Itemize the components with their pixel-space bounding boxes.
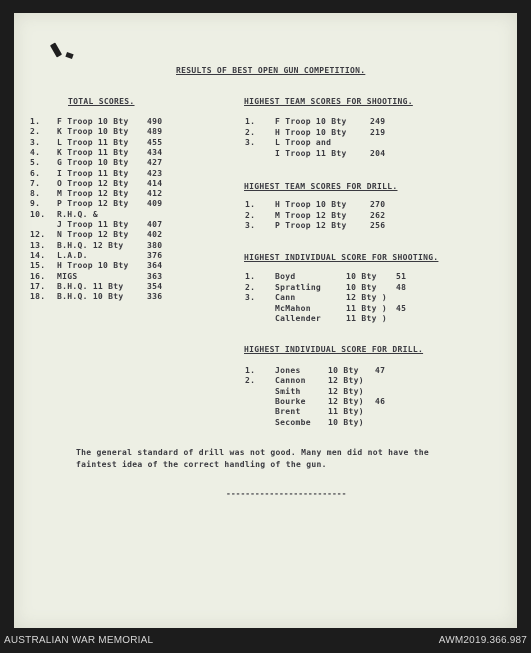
row-number: 3.: [30, 137, 41, 147]
person-name: Boyd: [275, 272, 296, 281]
score-value: 455: [147, 137, 163, 147]
unit-name: MIGS: [57, 271, 78, 281]
score-value: 45: [396, 303, 407, 313]
divider-line: -------------------------: [226, 489, 347, 498]
battery-label: 10 Bty: [328, 366, 359, 375]
battery-label: 12 Bty): [328, 376, 364, 386]
row-number: 2.: [245, 376, 256, 386]
row-number: 10.: [30, 209, 46, 219]
score-value: 402: [147, 230, 163, 240]
unit-name: O Troop 12 Bty: [57, 178, 129, 188]
team-shooting-heading: HIGHEST TEAM SCORES FOR SHOOTING.: [244, 97, 413, 106]
battery-label: 11 Bty ): [346, 303, 387, 313]
score-value: 414: [147, 178, 163, 188]
score-value: 409: [147, 199, 163, 209]
row-number: 1.: [245, 272, 256, 281]
score-value: 489: [147, 127, 163, 137]
row-number: 13.: [30, 240, 46, 250]
unit-name: N Troop 12 Bty: [57, 230, 129, 240]
unit-name: B.H.Q. 12 Bty: [57, 240, 124, 250]
unit-name: B.H.Q. 11 Bty: [57, 281, 124, 291]
total-scores-heading: TOTAL SCORES.: [68, 97, 135, 106]
unit-name: R.H.Q. &: [57, 209, 98, 219]
person-name: Cann: [275, 293, 296, 302]
unit-name: J Troop 11 Bty: [57, 220, 129, 229]
score-value: 364: [147, 261, 163, 271]
unit-name: B.H.Q. 10 Bty: [57, 292, 124, 302]
battery-label: 12 Bty ): [346, 293, 387, 302]
row-number: 15.: [30, 261, 46, 271]
battery-label: 12 Bty): [328, 386, 364, 396]
row-number: 1.: [30, 117, 41, 126]
score-value: 51: [396, 272, 407, 281]
person-name: Brent: [275, 407, 301, 417]
individual-drill-heading: HIGHEST INDIVIDUAL SCORE FOR DRILL.: [244, 345, 424, 354]
battery-label: 10 Bty: [346, 282, 377, 292]
unit-name: L Troop 11 Bty: [57, 137, 129, 147]
team-drill-heading: HIGHEST TEAM SCORES FOR DRILL.: [244, 182, 398, 191]
score-value: 434: [147, 147, 163, 157]
row-number: 4.: [30, 147, 41, 157]
row-number: 9.: [30, 199, 41, 209]
person-name: Cannon: [275, 376, 306, 386]
score-value: 380: [147, 240, 163, 250]
row-number: 2.: [245, 282, 256, 292]
unit-name: K Troop 10 Bty: [57, 127, 129, 137]
footer-credit: AUSTRALIAN WAR MEMORIAL: [4, 635, 154, 646]
remark-line: faintest idea of the correct handling of the gun.: [76, 460, 327, 469]
row-number: 6.: [30, 168, 41, 178]
person-name: Callender: [275, 314, 322, 323]
score-value: 407: [147, 220, 163, 229]
row-number: 16.: [30, 271, 46, 281]
score-value: 423: [147, 168, 163, 178]
person-name: McMahon: [275, 303, 311, 313]
score-value: 262: [370, 210, 386, 220]
row-number: 2.: [30, 127, 41, 137]
row-number: 3.: [245, 138, 256, 147]
battery-label: 10 Bty): [328, 417, 364, 427]
person-name: Jones: [275, 366, 301, 375]
unit-name: P Troop 12 Bty: [57, 199, 129, 209]
row-number: 3.: [245, 221, 256, 230]
row-number: 12.: [30, 230, 46, 240]
footer-accession-number: AWM2019.366.987: [438, 635, 527, 646]
battery-label: 11 Bty ): [346, 314, 387, 323]
unit-name: F Troop 10 Bty: [57, 117, 129, 126]
score-value: 412: [147, 189, 163, 199]
row-number: 17.: [30, 281, 46, 291]
unit-name: M Troop 12 Bty: [275, 210, 347, 220]
row-number: 7.: [30, 178, 41, 188]
unit-name: I Troop 11 Bty: [57, 168, 129, 178]
individual-shooting-heading: HIGHEST INDIVIDUAL SCORE FOR SHOOTING.: [244, 253, 439, 262]
row-number: 2.: [245, 127, 256, 137]
battery-label: 10 Bty: [346, 272, 377, 281]
unit-name: L Troop and: [275, 138, 332, 147]
unit-name: F Troop 10 Bty: [275, 117, 347, 126]
unit-name: P Troop 12 Bty: [275, 221, 347, 230]
unit-name: I Troop 11 Bty: [275, 148, 347, 158]
row-number: 14.: [30, 250, 46, 260]
score-value: 48: [396, 282, 407, 292]
unit-name: L.A.D.: [57, 250, 88, 260]
battery-label: 12 Bty): [328, 396, 364, 406]
person-name: Bourke: [275, 396, 306, 406]
row-number: 1.: [245, 200, 256, 209]
person-name: Spratling: [275, 282, 322, 292]
row-number: 3.: [245, 293, 256, 302]
unit-name: H Troop 10 Bty: [275, 200, 347, 209]
score-value: 256: [370, 221, 386, 230]
row-number: 1.: [245, 117, 256, 126]
person-name: Smith: [275, 386, 301, 396]
score-value: 363: [147, 271, 163, 281]
unit-name: K Troop 11 Bty: [57, 147, 129, 157]
unit-name: M Troop 12 Bty: [57, 189, 129, 199]
row-number: 18.: [30, 292, 46, 302]
document-title: RESULTS OF BEST OPEN GUN COMPETITION.: [176, 66, 366, 75]
battery-label: 11 Bty): [328, 407, 364, 417]
score-value: 490: [147, 117, 163, 126]
remark-line: The general standard of drill was not good. Many men did not have the: [76, 448, 430, 457]
row-number: 8.: [30, 189, 41, 199]
score-value: 204: [370, 148, 386, 158]
score-value: 219: [370, 127, 386, 137]
unit-name: H Troop 10 Bty: [57, 261, 129, 271]
score-value: 46: [375, 396, 386, 406]
row-number: 2.: [245, 210, 256, 220]
unit-name: H Troop 10 Bty: [275, 127, 347, 137]
score-value: 47: [375, 366, 386, 375]
person-name: Secombe: [275, 417, 311, 427]
score-value: 427: [147, 158, 163, 168]
score-value: 249: [370, 117, 386, 126]
row-number: 1.: [245, 366, 256, 375]
score-value: 354: [147, 281, 163, 291]
score-value: 270: [370, 200, 386, 209]
score-value: 336: [147, 292, 163, 302]
unit-name: G Troop 10 Bty: [57, 158, 129, 168]
row-number: 5.: [30, 158, 41, 168]
score-value: 376: [147, 250, 163, 260]
